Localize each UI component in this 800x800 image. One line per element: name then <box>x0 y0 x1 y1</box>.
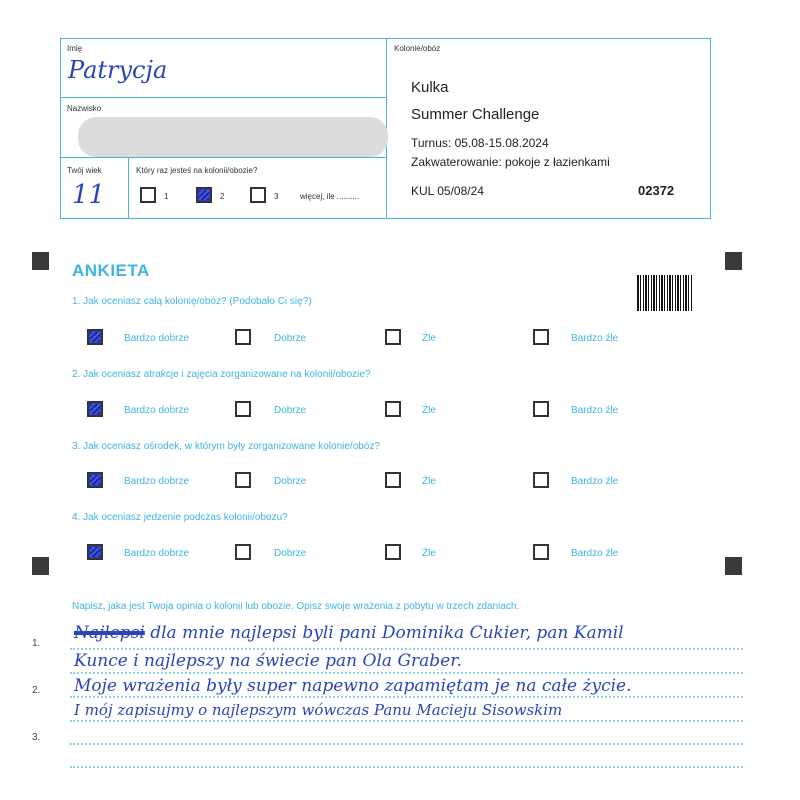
handwritten-line-1[interactable] <box>74 623 624 643</box>
q3-label-zle: Źle <box>422 476 436 487</box>
camp-name-line1: Kulka <box>411 79 449 96</box>
times-checkbox-3[interactable] <box>250 187 266 203</box>
q1-option-zle[interactable] <box>385 329 401 345</box>
q4-label-bardzo-zle: Bardzo źle <box>571 548 619 559</box>
q4-label-bardzo-dobrze: Bardzo dobrze <box>124 548 190 559</box>
age-value[interactable]: 11 <box>72 180 106 210</box>
q2-option-zle[interactable] <box>385 401 401 417</box>
registration-marker-tl <box>32 252 49 270</box>
q3-label-bardzo-zle: Bardzo źle <box>571 476 619 487</box>
times-checkbox-2[interactable] <box>196 187 212 203</box>
reference-code: KUL 05/08/24 <box>411 184 484 198</box>
q1-label-bardzo-zle: Bardzo źle <box>571 333 619 344</box>
q3-option-zle[interactable] <box>385 472 401 488</box>
q2-label-bardzo-zle: Bardzo źle <box>571 405 619 416</box>
answer-line <box>70 720 743 722</box>
q3-option-bardzo-zle[interactable] <box>533 472 549 488</box>
q2-option-bardzo-dobrze[interactable] <box>87 401 103 417</box>
handwritten-struck-word: Najlepsi <box>74 623 145 643</box>
q3-option-dobrze[interactable] <box>235 472 251 488</box>
header-divider-age <box>128 157 129 219</box>
answer-line <box>70 696 743 698</box>
header-divider-1 <box>60 97 386 98</box>
camp-name-line2: Summer Challenge <box>411 106 540 123</box>
q2-label-dobrze: Dobrze <box>274 405 307 416</box>
surname-label: Nazwisko <box>67 104 102 113</box>
handwritten-line-4[interactable]: I mój zapisujmy o najlepszym wówczas Panu Macieju Sisowskim <box>74 701 563 719</box>
registration-marker-br <box>725 557 742 575</box>
registration-marker-bl <box>32 557 49 575</box>
form-number: 02372 <box>638 183 675 198</box>
q3-option-bardzo-dobrze[interactable] <box>87 472 103 488</box>
registration-marker-tr <box>725 252 742 270</box>
q1-option-bardzo-zle[interactable] <box>533 329 549 345</box>
name-label: Imię <box>67 44 83 53</box>
q4-option-zle[interactable] <box>385 544 401 560</box>
answer-line <box>70 743 743 745</box>
q1-label-bardzo-dobrze: Bardzo dobrze <box>124 333 190 344</box>
times-checkbox-1[interactable] <box>140 187 156 203</box>
q3-label-bardzo-dobrze: Bardzo dobrze <box>124 476 190 487</box>
line-number-1: 1. <box>32 638 41 649</box>
q1-label-zle: Źle <box>422 333 436 344</box>
q4-option-dobrze[interactable] <box>235 544 251 560</box>
q1-option-bardzo-dobrze[interactable] <box>87 329 103 345</box>
q4-option-bardzo-dobrze[interactable] <box>87 544 103 560</box>
survey-title: ANKIETA <box>72 261 150 280</box>
question-2-text: 2. Jak oceniasz atrakcje i zajęcia zorganizowane na kolonii/obozie? <box>72 369 371 380</box>
handwritten-line-2[interactable]: Kunce i najlepszy na świecie pan Ola Graber. <box>74 651 462 671</box>
q4-option-bardzo-zle[interactable] <box>533 544 549 560</box>
q2-option-dobrze[interactable] <box>235 401 251 417</box>
answer-line <box>70 672 743 674</box>
times-more-label: więcej, ile .......... <box>300 192 360 201</box>
answer-line <box>70 648 743 650</box>
camp-label: Kolonie/obóz <box>394 44 441 53</box>
question-4-text: 4. Jak oceniasz jedzenie podczas kolonii/obozu? <box>72 512 288 523</box>
times-option-3-label: 3 <box>274 192 279 201</box>
q4-label-zle: Źle <box>422 548 436 559</box>
header-divider-2 <box>60 157 386 158</box>
answer-line <box>70 766 743 768</box>
line-number-2: 2. <box>32 685 41 696</box>
barcode <box>637 275 692 311</box>
surname-redacted <box>78 117 388 157</box>
question-1-text: 1. Jak oceniasz całą kolonię/obóz? (Podobało Ci się?) <box>72 296 312 307</box>
times-label: Który raz jesteś na kolonii/obozie? <box>136 166 258 175</box>
turnus-text: Turnus: 05.08-15.08.2024 <box>411 136 549 150</box>
handwritten-line-3[interactable]: Moje wrażenia były super napewno zapamiętam je na całe życie. <box>74 676 632 696</box>
handwritten-line-1-text: dla mnie najlepsi byli pani Dominika Cukier, pan Kamil <box>144 623 624 643</box>
q2-label-zle: Źle <box>422 405 436 416</box>
accommodation-text: Zakwaterowanie: pokoje z łazienkami <box>411 155 610 169</box>
q2-option-bardzo-zle[interactable] <box>533 401 549 417</box>
times-option-2-label: 2 <box>220 192 225 201</box>
opinion-instruction: Napisz, jaka jest Twoja opinia o kolonii lub obozie. Opisz swoje wrażenia z pobytu w trzech zdaniach. <box>72 601 520 612</box>
line-number-3: 3. <box>32 732 41 743</box>
name-value[interactable]: Patrycja <box>68 56 168 84</box>
q2-label-bardzo-dobrze: Bardzo dobrze <box>124 405 190 416</box>
age-label: Twój wiek <box>67 166 102 175</box>
question-3-text: 3. Jak oceniasz ośrodek, w którym były zorganizowane kolonie/obóz? <box>72 441 380 452</box>
q1-option-dobrze[interactable] <box>235 329 251 345</box>
times-option-1-label: 1 <box>164 192 169 201</box>
q4-label-dobrze: Dobrze <box>274 548 307 559</box>
q3-label-dobrze: Dobrze <box>274 476 307 487</box>
q1-label-dobrze: Dobrze <box>274 333 307 344</box>
